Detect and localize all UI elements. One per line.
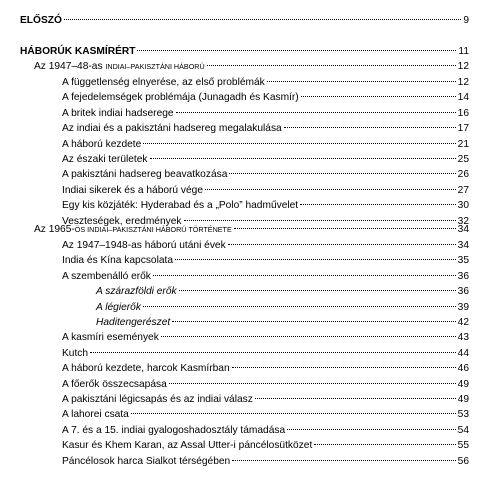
dot-leader	[179, 290, 456, 291]
dot-leader	[153, 275, 456, 276]
toc-entry-label: A függetlenség elnyerése, az első problémák	[62, 77, 265, 88]
toc-page-number: 34	[457, 240, 469, 251]
toc-entry-label: Egy kis közjáték: Hyderabad és a „Polo” hadművelet	[62, 200, 299, 211]
toc-entry[interactable]	[62, 215, 469, 231]
toc-entry-label: ELŐSZÓ	[20, 15, 62, 26]
toc-entry-label: Kasur és Khem Karan, az Assal Utter-i páncélosütközet	[62, 440, 313, 451]
toc-entry-label: A légierők	[96, 302, 141, 313]
toc-page-number: 49	[457, 394, 469, 405]
toc-entry-label: A lahorei csata	[62, 409, 129, 420]
toc-entry[interactable]	[62, 239, 469, 255]
toc-entry-label: Veszteségek, eredmények	[62, 216, 182, 227]
dot-leader	[301, 96, 456, 97]
toc-page-number: 32	[457, 216, 469, 227]
toc-page-number: 46	[457, 363, 469, 374]
toc-entry-label: Indiai sikerek és a háború vége	[62, 185, 204, 196]
toc-entry-label: A szárazföldi erők	[96, 286, 177, 297]
dot-leader	[207, 65, 456, 66]
toc-page-number: 26	[457, 169, 469, 180]
toc-page-number: 35	[457, 255, 469, 266]
dot-leader	[255, 398, 456, 399]
dot-leader	[228, 244, 456, 245]
toc-entry[interactable]	[62, 270, 469, 286]
dot-leader	[90, 352, 456, 353]
toc-entry[interactable]	[62, 362, 469, 378]
dot-leader	[169, 383, 456, 384]
toc-page-number: 36	[457, 271, 469, 282]
toc-entry[interactable]	[62, 122, 469, 138]
toc-entry-label: Kutch	[62, 348, 89, 359]
toc-page-number: 16	[457, 108, 469, 119]
toc-page-number: 54	[457, 425, 469, 436]
dot-leader	[314, 444, 455, 445]
toc-entry-label: HÁBORÚK KASMÍRÉRT	[20, 46, 136, 57]
toc-page-number: 36	[457, 286, 469, 297]
toc-entry[interactable]	[62, 424, 469, 440]
dot-leader	[184, 220, 456, 221]
toc-entry-label: Az 1947–1948-as háború utáni évek	[62, 240, 226, 251]
toc-entry-label: Az indiai és a pakisztáni hadsereg megalakulása	[62, 123, 282, 134]
toc-entry[interactable]	[62, 393, 469, 409]
dot-leader	[267, 81, 456, 82]
toc-page-number: 43	[457, 332, 469, 343]
toc-entry-war1[interactable]	[34, 60, 469, 76]
toc-entry[interactable]	[62, 439, 469, 455]
toc-entry-label: A fejedelemségek problémája (Junagadh és Kasmír)	[62, 92, 299, 103]
toc-page-number: 30	[457, 200, 469, 211]
dot-leader	[287, 429, 456, 430]
toc-entry-label: A főerők összecsapása	[62, 379, 167, 390]
dot-leader	[176, 112, 456, 113]
toc-page-number: 12	[457, 77, 469, 88]
toc-entry-label: A kasmíri események	[62, 332, 159, 343]
toc-entry[interactable]	[62, 107, 469, 123]
toc-entry[interactable]	[62, 378, 469, 394]
dot-leader	[232, 460, 455, 461]
toc-entry-label	[34, 60, 205, 74]
toc-label-smallcaps: ÖS INDIAI–PAKISZTÁNI HÁBORÚ TÖRTÉNETE	[74, 225, 232, 234]
toc-page-number: 49	[457, 379, 469, 390]
dot-leader	[137, 50, 456, 51]
toc-entry[interactable]	[62, 91, 469, 107]
toc-entry[interactable]	[96, 316, 469, 332]
toc-page-number: 25	[457, 154, 469, 165]
toc-entry-label: India és Kína kapcsolata	[62, 255, 174, 266]
toc-page-number: 9	[463, 15, 469, 26]
toc-entry-label: A pakisztáni légicsapás és az indiai válasz	[62, 394, 253, 405]
toc-entry-label: A háború kezdete	[62, 139, 142, 150]
toc-entry-label: A pakisztáni hadsereg beavatkozása	[62, 169, 228, 180]
toc-entry[interactable]	[62, 168, 469, 184]
toc-label-smallcaps: INDIAI–PAKISZTÁNI HÁBORÚ	[105, 62, 205, 71]
toc-entry[interactable]	[62, 153, 469, 169]
toc-entry[interactable]	[62, 184, 469, 200]
toc-entry-label: A 7. és a 15. indiai gyalogoshadosztály támadása	[62, 425, 286, 436]
dot-leader	[143, 143, 455, 144]
toc-page-number: 53	[457, 409, 469, 420]
toc-entry[interactable]	[62, 138, 469, 154]
toc-entry-label: A szembenálló erők	[62, 271, 151, 282]
toc-entry-label: Haditengerészet	[96, 317, 171, 328]
toc-entry[interactable]	[62, 199, 469, 215]
dot-leader	[64, 19, 461, 20]
toc-entry[interactable]	[62, 76, 469, 92]
toc-label-main: Az 1947–48-as	[34, 61, 106, 72]
toc-entry-label: Páncélosok harca Sialkot térségében	[62, 456, 231, 467]
toc-entry-label: Az északi területek	[62, 154, 148, 165]
dot-leader	[232, 367, 456, 368]
toc-page-number: 14	[457, 92, 469, 103]
toc-page-number: 56	[457, 456, 469, 467]
dot-leader	[143, 306, 456, 307]
toc-label-main: Az 1965-	[34, 224, 75, 235]
toc-page-number: 42	[457, 317, 469, 328]
toc-entry[interactable]	[96, 301, 469, 317]
dot-leader	[229, 173, 455, 174]
toc-page-number: 12	[457, 61, 469, 72]
toc-entry[interactable]	[62, 455, 469, 471]
toc-page-number: 34	[457, 224, 469, 235]
dot-leader	[205, 189, 456, 190]
toc-entry[interactable]	[62, 331, 469, 347]
dot-leader	[172, 321, 455, 322]
toc-page-number: 55	[457, 440, 469, 451]
toc-entry[interactable]	[96, 285, 469, 301]
toc-page-number: 39	[457, 302, 469, 313]
toc-page-number: 27	[457, 185, 469, 196]
dot-leader	[161, 336, 456, 337]
dot-leader	[150, 158, 456, 159]
dot-leader	[300, 204, 456, 205]
toc-entry-label: A háború kezdete, harcok Kasmírban	[62, 363, 230, 374]
toc-page-number: 44	[457, 348, 469, 359]
toc-page-number: 11	[458, 46, 469, 57]
toc-page-number: 17	[457, 123, 469, 134]
dot-leader	[175, 259, 456, 260]
toc-entry[interactable]	[62, 347, 469, 363]
toc-entry-preface[interactable]	[20, 14, 469, 30]
dot-leader	[131, 413, 456, 414]
toc-entry[interactable]	[62, 254, 469, 270]
toc-entry-part[interactable]	[20, 45, 469, 61]
dot-leader	[284, 127, 456, 128]
toc-entry-label: A britek indiai hadserege	[62, 108, 174, 119]
toc-entry[interactable]	[62, 408, 469, 424]
toc-page-number: 21	[457, 139, 469, 150]
